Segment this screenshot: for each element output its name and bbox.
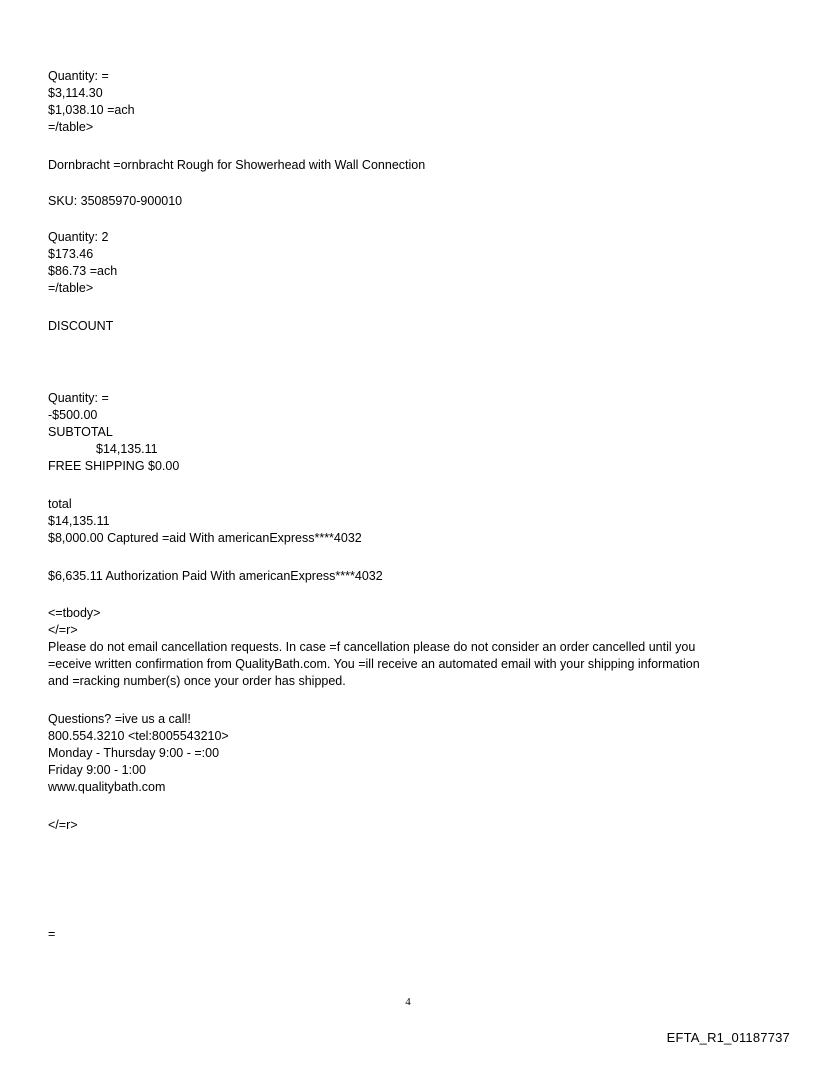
notice-line: =eceive written confirmation from QualityBath.com. You =ill receive an automated email with your shipping information <box>48 657 700 671</box>
sku-line: SKU: 35085970-900010 <box>48 194 183 208</box>
payment-captured: $8,000.00 Captured =aid With americanExpress****4032 <box>48 531 362 545</box>
discount-label: DISCOUNT <box>48 319 114 333</box>
text-line: $3,114.30 <box>48 86 103 100</box>
notice-line: and =racking number(s) once your order has shipped. <box>48 674 346 688</box>
text-line: </=r> <box>48 818 78 832</box>
product-title: Dornbracht =ornbracht Rough for Showerhead with Wall Connection <box>48 158 426 172</box>
subtotal-label: SUBTOTAL <box>48 425 113 439</box>
shipping-line: FREE SHIPPING $0.00 <box>48 459 180 473</box>
text-line: $173.46 <box>48 247 94 261</box>
text-line: =/table> <box>48 120 94 134</box>
text-line: = <box>48 927 56 941</box>
subtotal-amount: $14,135.11 <box>96 442 158 456</box>
total-amount: $14,135.11 <box>48 514 110 528</box>
notice-line: Please do not email cancellation requests. In case =f cancellation please do not consider an order cancelled until you <box>48 640 696 654</box>
contact-heading: Questions? =ive us a call! <box>48 712 191 726</box>
total-label: total <box>48 497 72 511</box>
text-line: Quantity: 2 <box>48 230 109 244</box>
page-number: 4 <box>405 996 411 1008</box>
contact-website: www.qualitybath.com <box>48 780 166 794</box>
text-line: </=r> <box>48 623 78 637</box>
contact-hours: Friday 9:00 - 1:00 <box>48 763 146 777</box>
text-line: <=tbody> <box>48 606 101 620</box>
bates-id: EFTA_R1_01187737 <box>666 1030 790 1045</box>
text-line: $1,038.10 =ach <box>48 103 135 117</box>
text-line: Quantity: = <box>48 391 109 405</box>
text-line: Quantity: = <box>48 69 109 83</box>
contact-hours: Monday - Thursday 9:00 - =:00 <box>48 746 220 760</box>
text-line: =/table> <box>48 281 94 295</box>
payment-authorization: $6,635.11 Authorization Paid With americanExpress****4032 <box>48 569 383 583</box>
contact-phone: 800.554.3210 <tel:8005543210> <box>48 729 229 743</box>
discount-amount: -$500.00 <box>48 408 98 422</box>
text-line: $86.73 =ach <box>48 264 118 278</box>
